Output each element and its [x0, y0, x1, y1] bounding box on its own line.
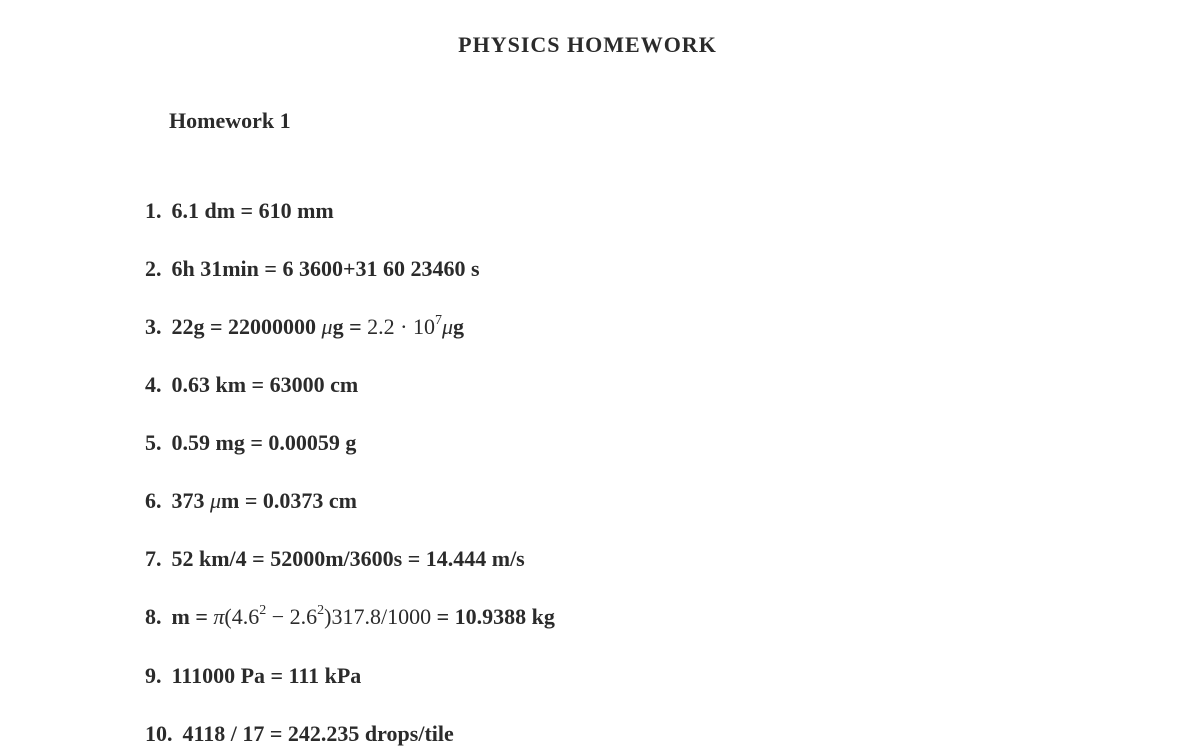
problem-number: 8. [145, 604, 162, 629]
math-expression: 2.2 · 10 [367, 314, 435, 339]
problem-number: 7. [145, 546, 162, 571]
problem-number: 9. [145, 663, 162, 688]
exponent: 7 [434, 312, 442, 328]
problem-2 [145, 256, 480, 282]
math-expression: − 2.6 [266, 604, 318, 629]
document-title: PHYSICS HOMEWORK [458, 32, 717, 57]
problem-text: 0.63 km = 63000 cm [171, 372, 359, 397]
exponent: 2 [317, 602, 325, 618]
problem-number: 10. [145, 721, 173, 746]
problem-text: g [453, 314, 465, 339]
math-expression: (4.6 [224, 604, 260, 629]
math-expression: )317.8/1000 [324, 604, 432, 629]
problem-7 [145, 546, 525, 572]
problem-text: 6h 31min = 6 3600+31 60 23460 s [171, 256, 480, 281]
problem-text: 22g = 22000000 [171, 314, 322, 339]
problem-5 [145, 430, 356, 456]
problem-result: = 10.9388 kg [431, 604, 555, 629]
problem-text: 111000 Pa = 111 kPa [171, 663, 362, 688]
problem-text: 0.59 mg = 0.00059 g [171, 430, 357, 455]
problem-number: 2. [145, 256, 162, 281]
problem-3 [145, 314, 464, 340]
mu-symbol: μ [210, 488, 222, 513]
problem-text: m = [171, 604, 214, 629]
problem-text: m = 0.0373 cm [221, 488, 357, 513]
problem-number: 4. [145, 372, 162, 397]
problem-text: 373 [171, 488, 210, 513]
problem-text: 52 km/4 = 52000m/3600s = 14.444 m/s [171, 546, 525, 571]
mu-symbol: μ [321, 314, 333, 339]
problem-text: g = [332, 314, 368, 339]
exponent: 2 [259, 602, 267, 618]
problem-text: 6.1 dm = 610 mm [171, 198, 334, 223]
problem-number: 3. [145, 314, 162, 339]
problem-text: 4118 / 17 = 242.235 drops/tile [182, 721, 454, 746]
problem-number: 1. [145, 198, 162, 223]
mu-symbol: μ [441, 314, 454, 339]
section-heading: Homework 1 [169, 108, 291, 133]
problem-10 [145, 721, 454, 747]
problem-number: 6. [145, 488, 162, 513]
problem-6 [145, 488, 357, 514]
pi-symbol: π [213, 604, 225, 629]
problem-number: 5. [145, 430, 162, 455]
problem-4 [145, 372, 358, 398]
problem-1 [145, 198, 334, 224]
problem-8 [145, 604, 555, 630]
problem-9 [145, 663, 361, 689]
